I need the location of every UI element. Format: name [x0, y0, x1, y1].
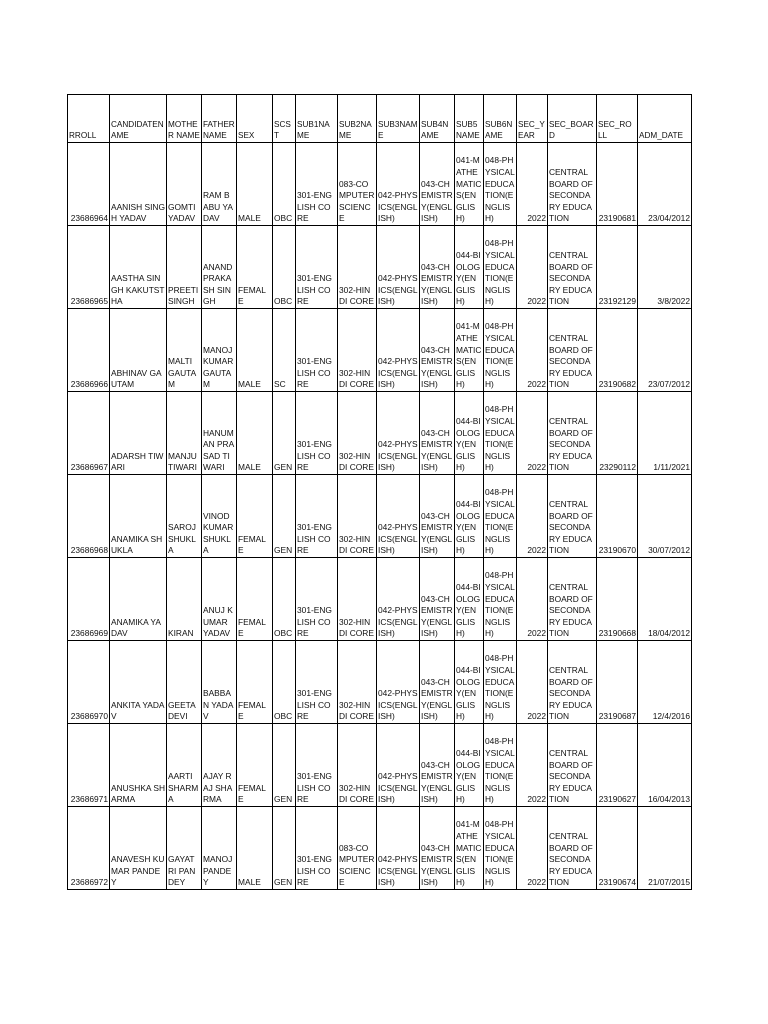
- table-cell: 301-ENGLISH CORE: [296, 392, 338, 475]
- table-cell: 302-HINDI CORE: [338, 558, 377, 641]
- column-header: SUB1NAME: [296, 95, 338, 143]
- table-cell: 3/8/2022: [638, 226, 692, 309]
- column-header: SUB3NAME: [377, 95, 420, 143]
- table-cell: 301-ENGLISH CORE: [296, 143, 338, 226]
- table-cell: MALE: [237, 143, 273, 226]
- table-cell: 042-PHYSICS(ENGLISH): [377, 641, 420, 724]
- column-header: SCST: [273, 95, 296, 143]
- table-cell: 12/4/2016: [638, 641, 692, 724]
- table-cell: 083-COMPUTER SCIENCE: [338, 807, 377, 890]
- table-cell: SAROJ SHUKLA: [167, 475, 202, 558]
- table-cell: ANAMIKA YADAV: [110, 558, 167, 641]
- table-cell: 1/11/2021: [638, 392, 692, 475]
- table-cell: AANISH SINGH YADAV: [110, 143, 167, 226]
- table-cell: OBC: [273, 143, 296, 226]
- column-header: ADM_DATE: [638, 95, 692, 143]
- table-cell: 048-PHYSICAL EDUCATION(ENGLISH): [484, 724, 517, 807]
- column-header: SEC_ROLL: [597, 95, 638, 143]
- table-cell: 048-PHYSICAL EDUCATION(ENGLISH): [484, 309, 517, 392]
- table-cell: 302-HINDI CORE: [338, 641, 377, 724]
- table-cell: GEN: [273, 392, 296, 475]
- table-cell: 041-MATHEMATICS(ENGLISH): [455, 309, 484, 392]
- table-cell: 301-ENGLISH CORE: [296, 226, 338, 309]
- table-cell: 18/04/2012: [638, 558, 692, 641]
- table-cell: ANKITA YADAV: [110, 641, 167, 724]
- table-cell: 23686969: [68, 558, 110, 641]
- table-cell: GEN: [273, 807, 296, 890]
- table-cell: SC: [273, 309, 296, 392]
- table-cell: ABHINAV GAUTAM: [110, 309, 167, 392]
- table-cell: 042-PHYSICS(ENGLISH): [377, 558, 420, 641]
- table-cell: 301-ENGLISH CORE: [296, 558, 338, 641]
- table-cell: 302-HINDI CORE: [338, 309, 377, 392]
- table-row: [68, 807, 692, 890]
- table-cell: 043-CHEMISTRY(ENGLISH): [420, 807, 455, 890]
- table-cell: 042-PHYSICS(ENGLISH): [377, 226, 420, 309]
- table-cell: 044-BIOLOGY(ENGLISH): [455, 558, 484, 641]
- table-cell: 048-PHYSICAL EDUCATION(ENGLISH): [484, 475, 517, 558]
- table-cell: 048-PHYSICAL EDUCATION(ENGLISH): [484, 807, 517, 890]
- table-cell: 302-HINDI CORE: [338, 226, 377, 309]
- table-cell: CENTRAL BOARD OF SECONDARY EDUCATION: [548, 558, 597, 641]
- table-cell: 302-HINDI CORE: [338, 475, 377, 558]
- table-cell: GAYATRI PANDEY: [167, 807, 202, 890]
- table-cell: 043-CHEMISTRY(ENGLISH): [420, 226, 455, 309]
- table-cell: MALTI GAUTAM: [167, 309, 202, 392]
- table-row: [68, 641, 692, 724]
- table-cell: 302-HINDI CORE: [338, 392, 377, 475]
- table-cell: GEETA DEVI: [167, 641, 202, 724]
- table-cell: ANAVESH KUMAR PANDEY: [110, 807, 167, 890]
- table-cell: AARTI SHARMA: [167, 724, 202, 807]
- table-cell: OBC: [273, 226, 296, 309]
- table-cell: 23686968: [68, 475, 110, 558]
- table-cell: 041-MATHEMATICS(ENGLISH): [455, 807, 484, 890]
- table-cell: 042-PHYSICS(ENGLISH): [377, 392, 420, 475]
- table-row: [68, 724, 692, 807]
- table-cell: CENTRAL BOARD OF SECONDARY EDUCATION: [548, 475, 597, 558]
- table-cell: GOMTI YADAV: [167, 143, 202, 226]
- column-header: SUB5 NAME: [455, 95, 484, 143]
- table-cell: 301-ENGLISH CORE: [296, 807, 338, 890]
- table-cell: GEN: [273, 724, 296, 807]
- table-cell: 302-HINDI CORE: [338, 724, 377, 807]
- table-cell: AJAY RAJ SHARMA: [202, 724, 237, 807]
- table-cell: CENTRAL BOARD OF SECONDARY EDUCATION: [548, 724, 597, 807]
- table-cell: 2022: [517, 392, 548, 475]
- table-cell: 23686966: [68, 309, 110, 392]
- table-cell: 2022: [517, 226, 548, 309]
- table-cell: AASTHA SINGH KAKUTSTHA: [110, 226, 167, 309]
- table-cell: 30/07/2012: [638, 475, 692, 558]
- table-cell: BABBAN YADAV: [202, 641, 237, 724]
- table-cell: 048-PHYSICAL EDUCATION(ENGLISH): [484, 143, 517, 226]
- column-header: FATHER NAME: [202, 95, 237, 143]
- table-cell: 2022: [517, 309, 548, 392]
- table-cell: ADARSH TIWARI: [110, 392, 167, 475]
- table-cell: ANUSHKA SHARMA: [110, 724, 167, 807]
- table-cell: OBC: [273, 558, 296, 641]
- table-cell: RAM BABU YADAV: [202, 143, 237, 226]
- table-cell: 23190681: [597, 143, 638, 226]
- table-cell: 23190627: [597, 724, 638, 807]
- table-cell: MALE: [237, 392, 273, 475]
- table-cell: ANAMIKA SHUKLA: [110, 475, 167, 558]
- table-cell: 044-BIOLOGY(ENGLISH): [455, 724, 484, 807]
- table-cell: 042-PHYSICS(ENGLISH): [377, 724, 420, 807]
- table-cell: 23/04/2012: [638, 143, 692, 226]
- table-cell: CENTRAL BOARD OF SECONDARY EDUCATION: [548, 143, 597, 226]
- table-row: [68, 558, 692, 641]
- table-cell: 2022: [517, 807, 548, 890]
- table-row: [68, 475, 692, 558]
- table-cell: OBC: [273, 641, 296, 724]
- column-header: SUB2NAME: [338, 95, 377, 143]
- table-cell: 048-PHYSICAL EDUCATION(ENGLISH): [484, 226, 517, 309]
- column-header: MOTHER NAME: [167, 95, 202, 143]
- table-row: [68, 143, 692, 226]
- table-cell: 043-CHEMISTRY(ENGLISH): [420, 724, 455, 807]
- table-cell: 2022: [517, 475, 548, 558]
- table-cell: 043-CHEMISTRY(ENGLISH): [420, 475, 455, 558]
- table-cell: 301-ENGLISH CORE: [296, 724, 338, 807]
- column-header: SEC_BOARD: [548, 95, 597, 143]
- table-cell: 23686967: [68, 392, 110, 475]
- table-cell: CENTRAL BOARD OF SECONDARY EDUCATION: [548, 392, 597, 475]
- table-cell: 301-ENGLISH CORE: [296, 641, 338, 724]
- table-cell: 23190670: [597, 475, 638, 558]
- table-cell: 044-BIOLOGY(ENGLISH): [455, 392, 484, 475]
- table-cell: CENTRAL BOARD OF SECONDARY EDUCATION: [548, 309, 597, 392]
- table-cell: PREETI SINGH: [167, 226, 202, 309]
- table-cell: 042-PHYSICS(ENGLISH): [377, 807, 420, 890]
- table-cell: 044-BIOLOGY(ENGLISH): [455, 475, 484, 558]
- table-cell: 16/04/2013: [638, 724, 692, 807]
- table-cell: 041-MATHEMATICS(ENGLISH): [455, 143, 484, 226]
- data-sheet-table: [67, 94, 692, 890]
- table-cell: 301-ENGLISH CORE: [296, 475, 338, 558]
- table-row: [68, 309, 692, 392]
- table-cell: 23190687: [597, 641, 638, 724]
- table-cell: 048-PHYSICAL EDUCATION(ENGLISH): [484, 558, 517, 641]
- table-cell: MANOJ KUMAR GAUTAM: [202, 309, 237, 392]
- table-cell: VINOD KUMAR SHUKLA: [202, 475, 237, 558]
- table-cell: 2022: [517, 641, 548, 724]
- table-cell: 23686964: [68, 143, 110, 226]
- table-cell: 23686972: [68, 807, 110, 890]
- column-header: CANDIDATENAME: [110, 95, 167, 143]
- table-cell: FEMALE: [237, 641, 273, 724]
- table-cell: 23190668: [597, 558, 638, 641]
- table-cell: ANAND PRAKASH SINGH: [202, 226, 237, 309]
- table-cell: MALE: [237, 309, 273, 392]
- table-cell: 043-CHEMISTRY(ENGLISH): [420, 558, 455, 641]
- table-cell: 048-PHYSICAL EDUCATION(ENGLISH): [484, 392, 517, 475]
- table-row: [68, 392, 692, 475]
- table-cell: 083-COMPUTER SCIENCE: [338, 143, 377, 226]
- table-cell: MANOJ PANDEY: [202, 807, 237, 890]
- table-cell: 301-ENGLISH CORE: [296, 309, 338, 392]
- table-cell: 23/07/2012: [638, 309, 692, 392]
- table-cell: 23686965: [68, 226, 110, 309]
- table-cell: 23686971: [68, 724, 110, 807]
- column-header: SUB6NAME: [484, 95, 517, 143]
- table-cell: GEN: [273, 475, 296, 558]
- table-cell: 23190674: [597, 807, 638, 890]
- column-header: SUB4NAME: [420, 95, 455, 143]
- table-cell: HANUMAN PRASAD TIWARI: [202, 392, 237, 475]
- table-cell: CENTRAL BOARD OF SECONDARY EDUCATION: [548, 641, 597, 724]
- table-cell: CENTRAL BOARD OF SECONDARY EDUCATION: [548, 807, 597, 890]
- table-row: [68, 226, 692, 309]
- table-cell: 23686970: [68, 641, 110, 724]
- table-cell: 043-CHEMISTRY(ENGLISH): [420, 392, 455, 475]
- table-cell: MALE: [237, 807, 273, 890]
- table-cell: 042-PHYSICS(ENGLISH): [377, 475, 420, 558]
- column-header: SEC_YEAR: [517, 95, 548, 143]
- table-cell: 043-CHEMISTRY(ENGLISH): [420, 309, 455, 392]
- table-cell: 23290112: [597, 392, 638, 475]
- column-header: SEX: [237, 95, 273, 143]
- table-cell: 042-PHYSICS(ENGLISH): [377, 143, 420, 226]
- table-cell: 044-BIOLOGY(ENGLISH): [455, 641, 484, 724]
- table-cell: FEMALE: [237, 558, 273, 641]
- table-cell: 048-PHYSICAL EDUCATION(ENGLISH): [484, 641, 517, 724]
- column-header: RROLL: [68, 95, 110, 143]
- table-cell: 043-CHEMISTRY(ENGLISH): [420, 143, 455, 226]
- table-cell: 043-CHEMISTRY(ENGLISH): [420, 641, 455, 724]
- table-cell: 21/07/2015: [638, 807, 692, 890]
- table-cell: ANUJ KUMAR YADAV: [202, 558, 237, 641]
- table-cell: FEMALE: [237, 724, 273, 807]
- table-cell: 2022: [517, 558, 548, 641]
- table-cell: 23192129: [597, 226, 638, 309]
- table-cell: CENTRAL BOARD OF SECONDARY EDUCATION: [548, 226, 597, 309]
- table-cell: 2022: [517, 143, 548, 226]
- table-cell: FEMALE: [237, 475, 273, 558]
- header-row: [68, 95, 692, 143]
- table-cell: 044-BIOLOGY(ENGLISH): [455, 226, 484, 309]
- table-cell: 23190682: [597, 309, 638, 392]
- table-cell: 042-PHYSICS(ENGLISH): [377, 309, 420, 392]
- table-cell: 2022: [517, 724, 548, 807]
- table-cell: FEMALE: [237, 226, 273, 309]
- table-cell: KIRAN: [167, 558, 202, 641]
- table-cell: MANJU TIWARI: [167, 392, 202, 475]
